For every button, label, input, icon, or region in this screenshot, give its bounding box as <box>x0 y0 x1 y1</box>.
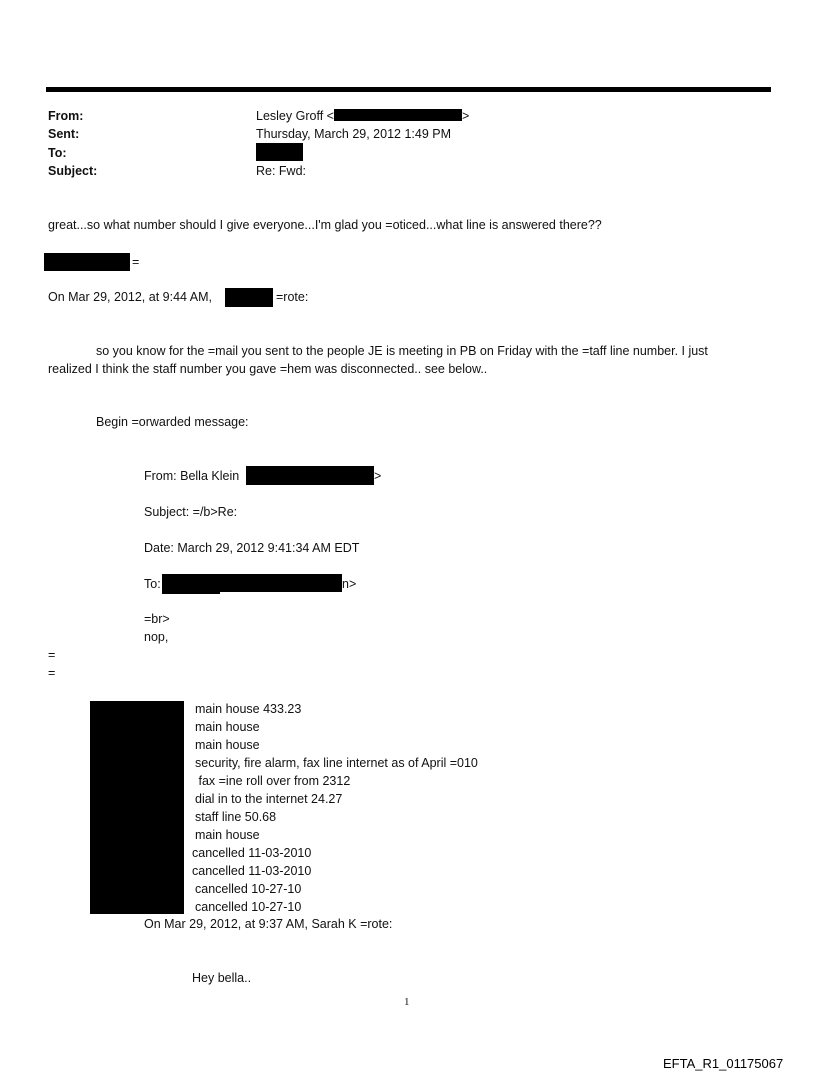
on-wrote-suffix: =rote: <box>276 290 309 304</box>
equals-line-1: = <box>48 648 56 662</box>
signature-suffix: = <box>132 255 140 269</box>
begin-forwarded: Begin =orwarded message: <box>96 415 249 429</box>
fwd-from: From: Bella Klein <box>144 469 240 483</box>
page-number: 1 <box>404 996 410 1008</box>
br-line: =br> <box>144 612 170 626</box>
sent-label: Sent: <box>48 127 80 141</box>
to-label: To: <box>48 146 67 160</box>
nop-line: nop, <box>144 630 169 644</box>
phone-line-item: dial in to the internet 24.27 <box>195 792 343 806</box>
phone-line-item: main house <box>195 738 260 752</box>
reply-line: great...so what number should I give everyone...I'm glad you =oticed...what line is answered there?? <box>48 218 602 232</box>
phone-line-item: cancelled 10-27-10 <box>195 882 302 896</box>
fwd-from-end: > <box>374 469 382 483</box>
fwd-date: Date: March 29, 2012 9:41:34 AM EDT <box>144 541 360 555</box>
sender-redaction <box>225 288 273 307</box>
on-wrote-prefix: On Mar 29, 2012, at 9:44 AM, <box>48 290 212 304</box>
document-id: EFTA_R1_01175067 <box>663 1056 784 1071</box>
signature-redaction <box>44 253 130 271</box>
fwd-subject: Subject: =/b>Re: <box>144 505 238 519</box>
equals-line-2: = <box>48 666 56 680</box>
paragraph-line-1: so you know for the =mail you sent to the people JE is meeting in PB on Friday with the =taff line number. I just <box>96 344 708 358</box>
phone-numbers-redaction <box>90 701 184 914</box>
phone-line-item: main house 433.23 <box>195 702 302 716</box>
hey-bella-line: Hey bella.. <box>192 971 252 985</box>
from-value: Lesley Groff < > <box>256 109 470 123</box>
paragraph-line-2: realized I think the staff number you gave =hem was disconnected.. see below.. <box>48 362 488 376</box>
fwd-to-prefix: To: <box>144 577 161 591</box>
phone-line-item: cancelled 10-27-10 <box>195 900 302 914</box>
fwd-to-end: n> <box>342 577 357 591</box>
phone-line-item: cancelled 11-03-2010 <box>192 846 312 860</box>
sarah-wrote-line: On Mar 29, 2012, at 9:37 AM, Sarah K =rote: <box>144 917 393 931</box>
fwd-to-redaction-1 <box>162 574 220 594</box>
phone-line-item: cancelled 11-03-2010 <box>192 864 312 878</box>
fwd-from-redaction <box>246 466 374 485</box>
phone-line-item: fax =ine roll over from 2312 <box>195 774 351 788</box>
header-rule <box>46 87 771 92</box>
phone-line-item: main house <box>195 720 260 734</box>
from-label: From: <box>48 109 84 123</box>
subject-value: Re: Fwd: <box>256 164 307 178</box>
phone-line-item: security, fire alarm, fax line internet as of April =010 <box>195 756 478 770</box>
subject-label: Subject: <box>48 164 98 178</box>
phone-line-item: staff line 50.68 <box>195 810 277 824</box>
phone-line-item: main house <box>195 828 260 842</box>
to-redaction <box>256 143 303 161</box>
redaction-block <box>334 109 462 121</box>
fwd-to-redaction-2 <box>220 574 342 592</box>
sent-value: Thursday, March 29, 2012 1:49 PM <box>256 127 452 141</box>
